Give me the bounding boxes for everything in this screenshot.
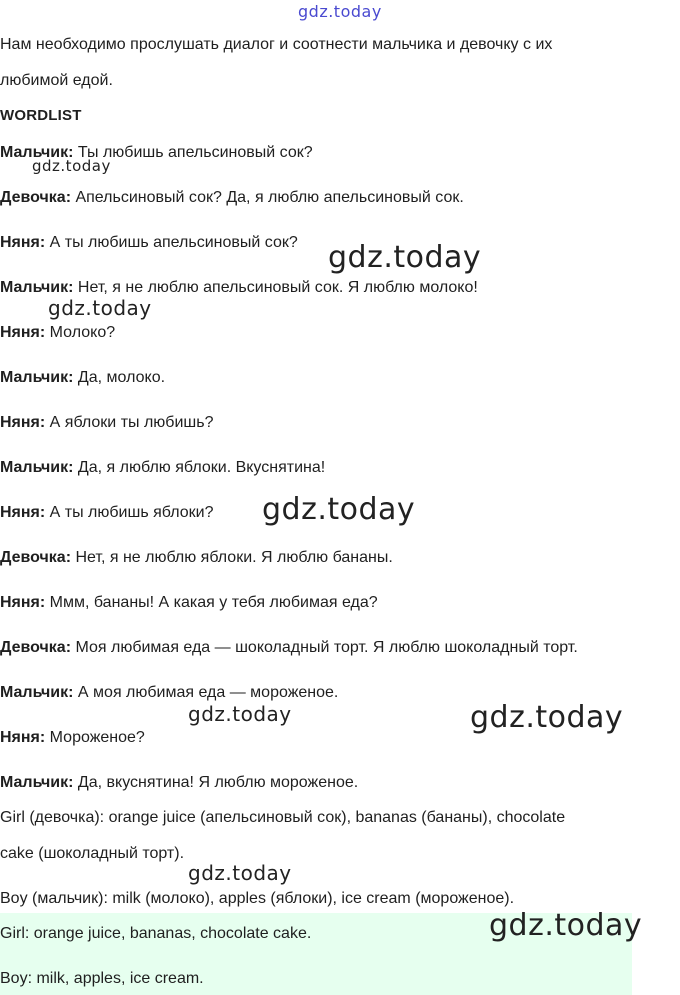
speaker-label: Няня:: [0, 324, 46, 341]
watermark: gdz.today: [188, 702, 292, 726]
speaker-label: Девочка:: [0, 189, 72, 206]
dialogue-line: [0, 233, 298, 253]
dialogue-line: [0, 593, 378, 613]
speaker-label: Няня:: [0, 414, 46, 431]
dialogue-line: [0, 683, 338, 703]
dialogue-text: Апельсиновый сок? Да, я люблю апельсиновый сок.: [71, 189, 464, 206]
watermark: gdz.today: [470, 700, 624, 735]
speaker-label: Мальчик:: [0, 684, 74, 701]
summary-girl-line-1: Girl (девочка): orange juice (апельсиновый сок), bananas (бананы), chocolate: [0, 809, 566, 826]
watermark: gdz.today: [188, 861, 292, 885]
wordlist-heading: WORDLIST: [0, 107, 82, 124]
dialogue-line: [0, 503, 213, 523]
answer-boy: Boy: milk, apples, ice cream.: [0, 970, 204, 987]
speaker-label: Девочка:: [0, 639, 72, 656]
speaker-label: Няня:: [0, 594, 46, 611]
dialogue-text: А ты любишь апельсиновый сок?: [45, 234, 298, 251]
dialogue-text: А моя любимая еда — мороженое.: [73, 684, 339, 701]
dialogue-text: Мороженое?: [45, 729, 145, 746]
watermark: gdz.today: [32, 157, 111, 175]
dialogue-line: [0, 143, 313, 163]
dialogue-line: [0, 728, 145, 748]
speaker-label: Мальчик:: [0, 774, 74, 791]
intro-text-line-1: Нам необходимо прослушать диалог и соотнести мальчика и девочку с их: [0, 36, 553, 53]
summary-boy-line: Boy (мальчик): milk (молоко), apples (яблоки), ice cream (мороженое).: [0, 890, 515, 907]
dialogue-text: Да, вкуснятина! Я люблю мороженое.: [73, 774, 359, 791]
watermark: gdz.today: [489, 908, 643, 943]
dialogue-text: Нет, я не люблю яблоки. Я люблю бананы.: [71, 549, 393, 566]
watermark: gdz.today: [48, 296, 152, 320]
dialogue-line: [0, 323, 115, 343]
dialogue-text: Ты любишь апельсиновый сок?: [73, 144, 313, 161]
summary-girl-line-2: cake (шоколадный торт).: [0, 845, 185, 862]
speaker-label: Мальчик:: [0, 459, 74, 476]
watermark-top: gdz.today: [298, 2, 382, 21]
dialogue-line: [0, 188, 464, 208]
speaker-label: Мальчик:: [0, 144, 74, 161]
answer-girl: Girl: orange juice, bananas, chocolate cake.: [0, 925, 312, 942]
dialogue-text: Да, молоко.: [73, 369, 166, 386]
dialogue-line: [0, 548, 393, 568]
dialogue-text: А ты любишь яблоки?: [45, 504, 214, 521]
intro-text-line-2: любимой едой.: [0, 72, 113, 89]
dialogue-text: Ммм, бананы! А какая у тебя любимая еда?: [45, 594, 378, 611]
dialogue-text: Нет, я не люблю апельсиновый сок. Я люблю молоко!: [73, 279, 478, 296]
speaker-label: Няня:: [0, 729, 46, 746]
watermark: gdz.today: [262, 492, 416, 527]
dialogue-text: Моя любимая еда — шоколадный торт. Я люблю шоколадный торт.: [71, 639, 578, 656]
speaker-label: Няня:: [0, 504, 46, 521]
dialogue-text: А яблоки ты любишь?: [45, 414, 214, 431]
speaker-label: Девочка:: [0, 549, 72, 566]
dialogue-text: Молоко?: [45, 324, 116, 341]
dialogue-line: [0, 368, 165, 388]
dialogue-line: [0, 773, 358, 793]
speaker-label: Мальчик:: [0, 279, 74, 296]
speaker-label: Няня:: [0, 234, 46, 251]
dialogue-line: [0, 413, 213, 433]
dialogue-text: Да, я люблю яблоки. Вкуснятина!: [73, 459, 326, 476]
speaker-label: Мальчик:: [0, 369, 74, 386]
dialogue-line: [0, 458, 325, 478]
dialogue-line: [0, 278, 478, 298]
watermark: gdz.today: [328, 240, 482, 275]
dialogue-line: [0, 638, 578, 658]
